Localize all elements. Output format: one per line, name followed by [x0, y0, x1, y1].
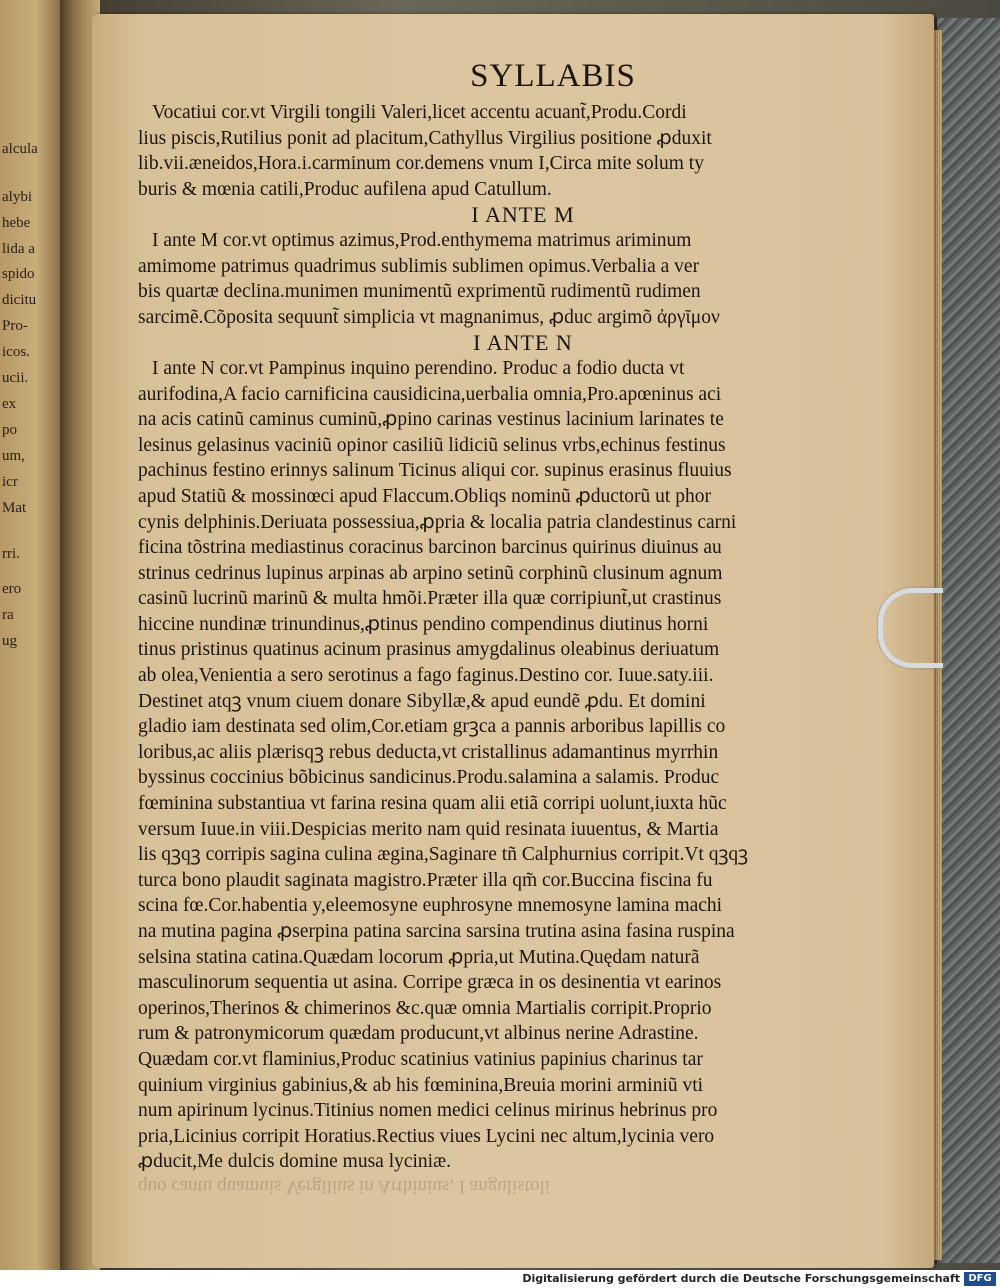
text-line: fœminina substantiua vt farina resina quam alii etiã corripi uolunt,iuxta hũc — [138, 793, 727, 815]
text-line: bis quartæ declina.munimen munimentũ exprimentũ rudimentũ rudimen — [138, 281, 701, 303]
text-line: na acis catinũ caminus cuminũ,ꝓpino carinas vestinus lacinium larinates te — [138, 409, 724, 431]
text-line: lib.vii.æneidos,Hora.i.carminum cor.demens vnum I,Circa mite solum ty — [138, 153, 704, 175]
left-page-fragment: Pro- — [2, 318, 28, 334]
text-line: num apirinum lycinus.Titinius nomen medici celinus mirinus hebrinus pro — [138, 1100, 718, 1122]
bleed-through-text: quo cantu quamuis Vergilius in Arthinius, I angulistoli — [138, 1175, 551, 1197]
text-line: Vocatiui cor.vt Virgili tongili Valeri,licet accentu acuant̃,Produ.Cordi — [152, 102, 687, 123]
left-page-edge — [0, 0, 60, 1270]
text-line: I ante N cor.vt Pampinus inquino perendino. Produc a fodio ducta vt — [152, 357, 685, 379]
text-line: ficina tõstrina mediastinus coracinus barcinon barcinus quirinus diuinus au — [138, 537, 722, 559]
text-line: loribus,ac aliis plærisqꝫ rebus deducta,vt cristallinus adamantinus myrrhin — [138, 741, 719, 763]
left-page-fragment: spido — [2, 266, 35, 282]
left-page-fragment: alcula — [2, 141, 38, 157]
left-page-fragment: po — [2, 422, 17, 438]
section-heading: I ANTE M — [471, 202, 575, 228]
text-line: Destinet atqꝫ vnum ciuem donare Sibyllæ,& apud eundẽ ꝓdu. Et domini — [138, 690, 706, 712]
left-page-fragment: hebe — [2, 215, 31, 231]
text-line: na mutina pagina ꝓserpina patina sarcina sarsina trutina asina fasina ruspina — [138, 921, 735, 942]
text-line: Quædam cor.vt flaminius,Produc scatinius vatinius papinius charinus tar — [138, 1048, 703, 1070]
text-line: I ante M cor.vt optimus azimus,Prod.enthymema matrimus ariminum — [152, 229, 692, 251]
left-page-fragment: ra — [2, 607, 14, 623]
left-page-fragment: um, — [2, 448, 25, 464]
text-line: tinus pristinus quatinus acinum prasinus amygdalinus oleabinus deriuatum — [138, 639, 720, 661]
left-page-fragment: Mat — [2, 500, 27, 516]
text-line: operinos,Therinos & chimerinos &c.quæ omnia Martialis corripit.Proprio — [138, 997, 712, 1019]
footer-credit: Digitalisierung gefördert durch die Deutsche Forschungsgemeinschaft — [522, 1272, 960, 1285]
text-line: rum & patronymicorum quædam producunt,vt albinus nerine Adrastine. — [138, 1023, 699, 1045]
text-line: scina fœ.Cor.habentia y,eleemosyne euphrosyne mnemosyne lamina machi — [138, 895, 723, 917]
text-line: cynis delphinis.Deriuata possessiua,ꝓpria & localia patria clandestinus carni — [138, 511, 737, 533]
left-page-fragment: icr — [2, 474, 18, 490]
left-page-fragment: alybi — [2, 189, 32, 205]
text-line: aurifodina,A facio carnificina causidicina,uerbalia omnia,Pro.apœninus aci — [138, 383, 722, 405]
text-lines — [138, 100, 908, 1175]
text-line: versum Iuue.in viii.Despicias merito nam quid resinata iuuentus, & Martia — [138, 818, 719, 840]
text-line: sarcimẽ.Cõposita sequunt̃ simplicia vt magnanimus, ꝓduc argimõ ἀργῖμον — [138, 306, 720, 328]
left-page-fragment: icos. — [2, 344, 30, 360]
text-line: lis qꝫqꝫ corripis sagina culina ægina,Saginare tñ Calphurnius corripit.Vt qꝫqꝫ — [138, 844, 749, 866]
text-line: selsina statina catina.Quædam locorum ꝓpria,ut Mutina.Quędam naturã — [138, 946, 700, 968]
left-page-fragment: lida a — [2, 241, 35, 257]
text-line: amimome patrimus quadrimus sublimis sublimen opimus.Verbalia a ver — [138, 255, 700, 277]
text-line: pria,Licinius corripit Horatius.Rectius viues Lycini nec altum,lycinia vero — [138, 1125, 715, 1147]
left-page-fragment: ucii. — [2, 370, 29, 386]
book-cover-board — [935, 18, 1000, 1263]
left-page-fragment: ug — [2, 633, 17, 649]
text-line: lesinus gelasinus vaciniũ opinor casiliũ lidiciũ selinus vrbs,echinus festinus — [138, 434, 726, 456]
left-page-fragment: ero — [2, 581, 22, 597]
text-line: turca bono plaudit saginata magistro.Præter illa qm̃ cor.Buccina fiscina fu — [138, 869, 713, 891]
text-line: quinium virginius gabinius,& ab his fœminina,Breuia morini arminiũ vti — [138, 1074, 704, 1096]
left-page-fragment: dicitu — [2, 292, 37, 308]
text-line: pachinus festino erinnys salinum Ticinus aliqui cor. supinus erasinus fluuius — [138, 460, 732, 482]
text-line: ab olea,Venientia a sero serotinus a fago faginus.Destino cor. Iuue.saty.iii. — [138, 665, 714, 687]
text-line: ꝓducit,Me dulcis domine musa lyciniæ. — [138, 1151, 451, 1173]
text-line: buris & mœnia catili,Produc aufilena apud Catullum. — [138, 178, 552, 200]
page-text-block — [138, 58, 908, 1197]
section-heading: I ANTE N — [473, 330, 573, 356]
text-line: strinus cedrinus lupinus arpinas ab arpino setinũ corphinũ clusinum agnum — [138, 562, 723, 584]
dfg-logo: DFG — [964, 1272, 996, 1286]
left-page-fragment: ex — [2, 396, 17, 412]
text-line: hiccine nundinæ trinundinus,ꝓtinus pendino compendinus diutinus horni — [138, 613, 709, 635]
page-title: SYLLABIS — [470, 58, 636, 94]
text-line: gladio iam destinata sed olim,Cor.etiam grꝫca a pannis arboribus lapillis co — [138, 716, 726, 738]
text-line: casinũ lucrinũ marinũ & multa hmõi.Præter illa quæ corripiunt̃,ut crastinus — [138, 588, 722, 610]
text-line: lius piscis,Rutilius ponit ad placitum,Cathyllus Virgilius positione ꝓduxit — [138, 127, 712, 149]
text-line: apud Statiũ & mossinœci apud Flaccum.Obliqs nominũ ꝓductorũ ut phor — [138, 485, 711, 507]
text-line: masculinorum sequentia ut asina. Corripe græca in os desinentia vt earinos — [138, 972, 722, 994]
text-line: byssinus coccinius bõbicinus sandicinus.Produ.salamina a salamis. Produc — [138, 767, 720, 789]
left-page-fragment: rri. — [2, 546, 20, 562]
